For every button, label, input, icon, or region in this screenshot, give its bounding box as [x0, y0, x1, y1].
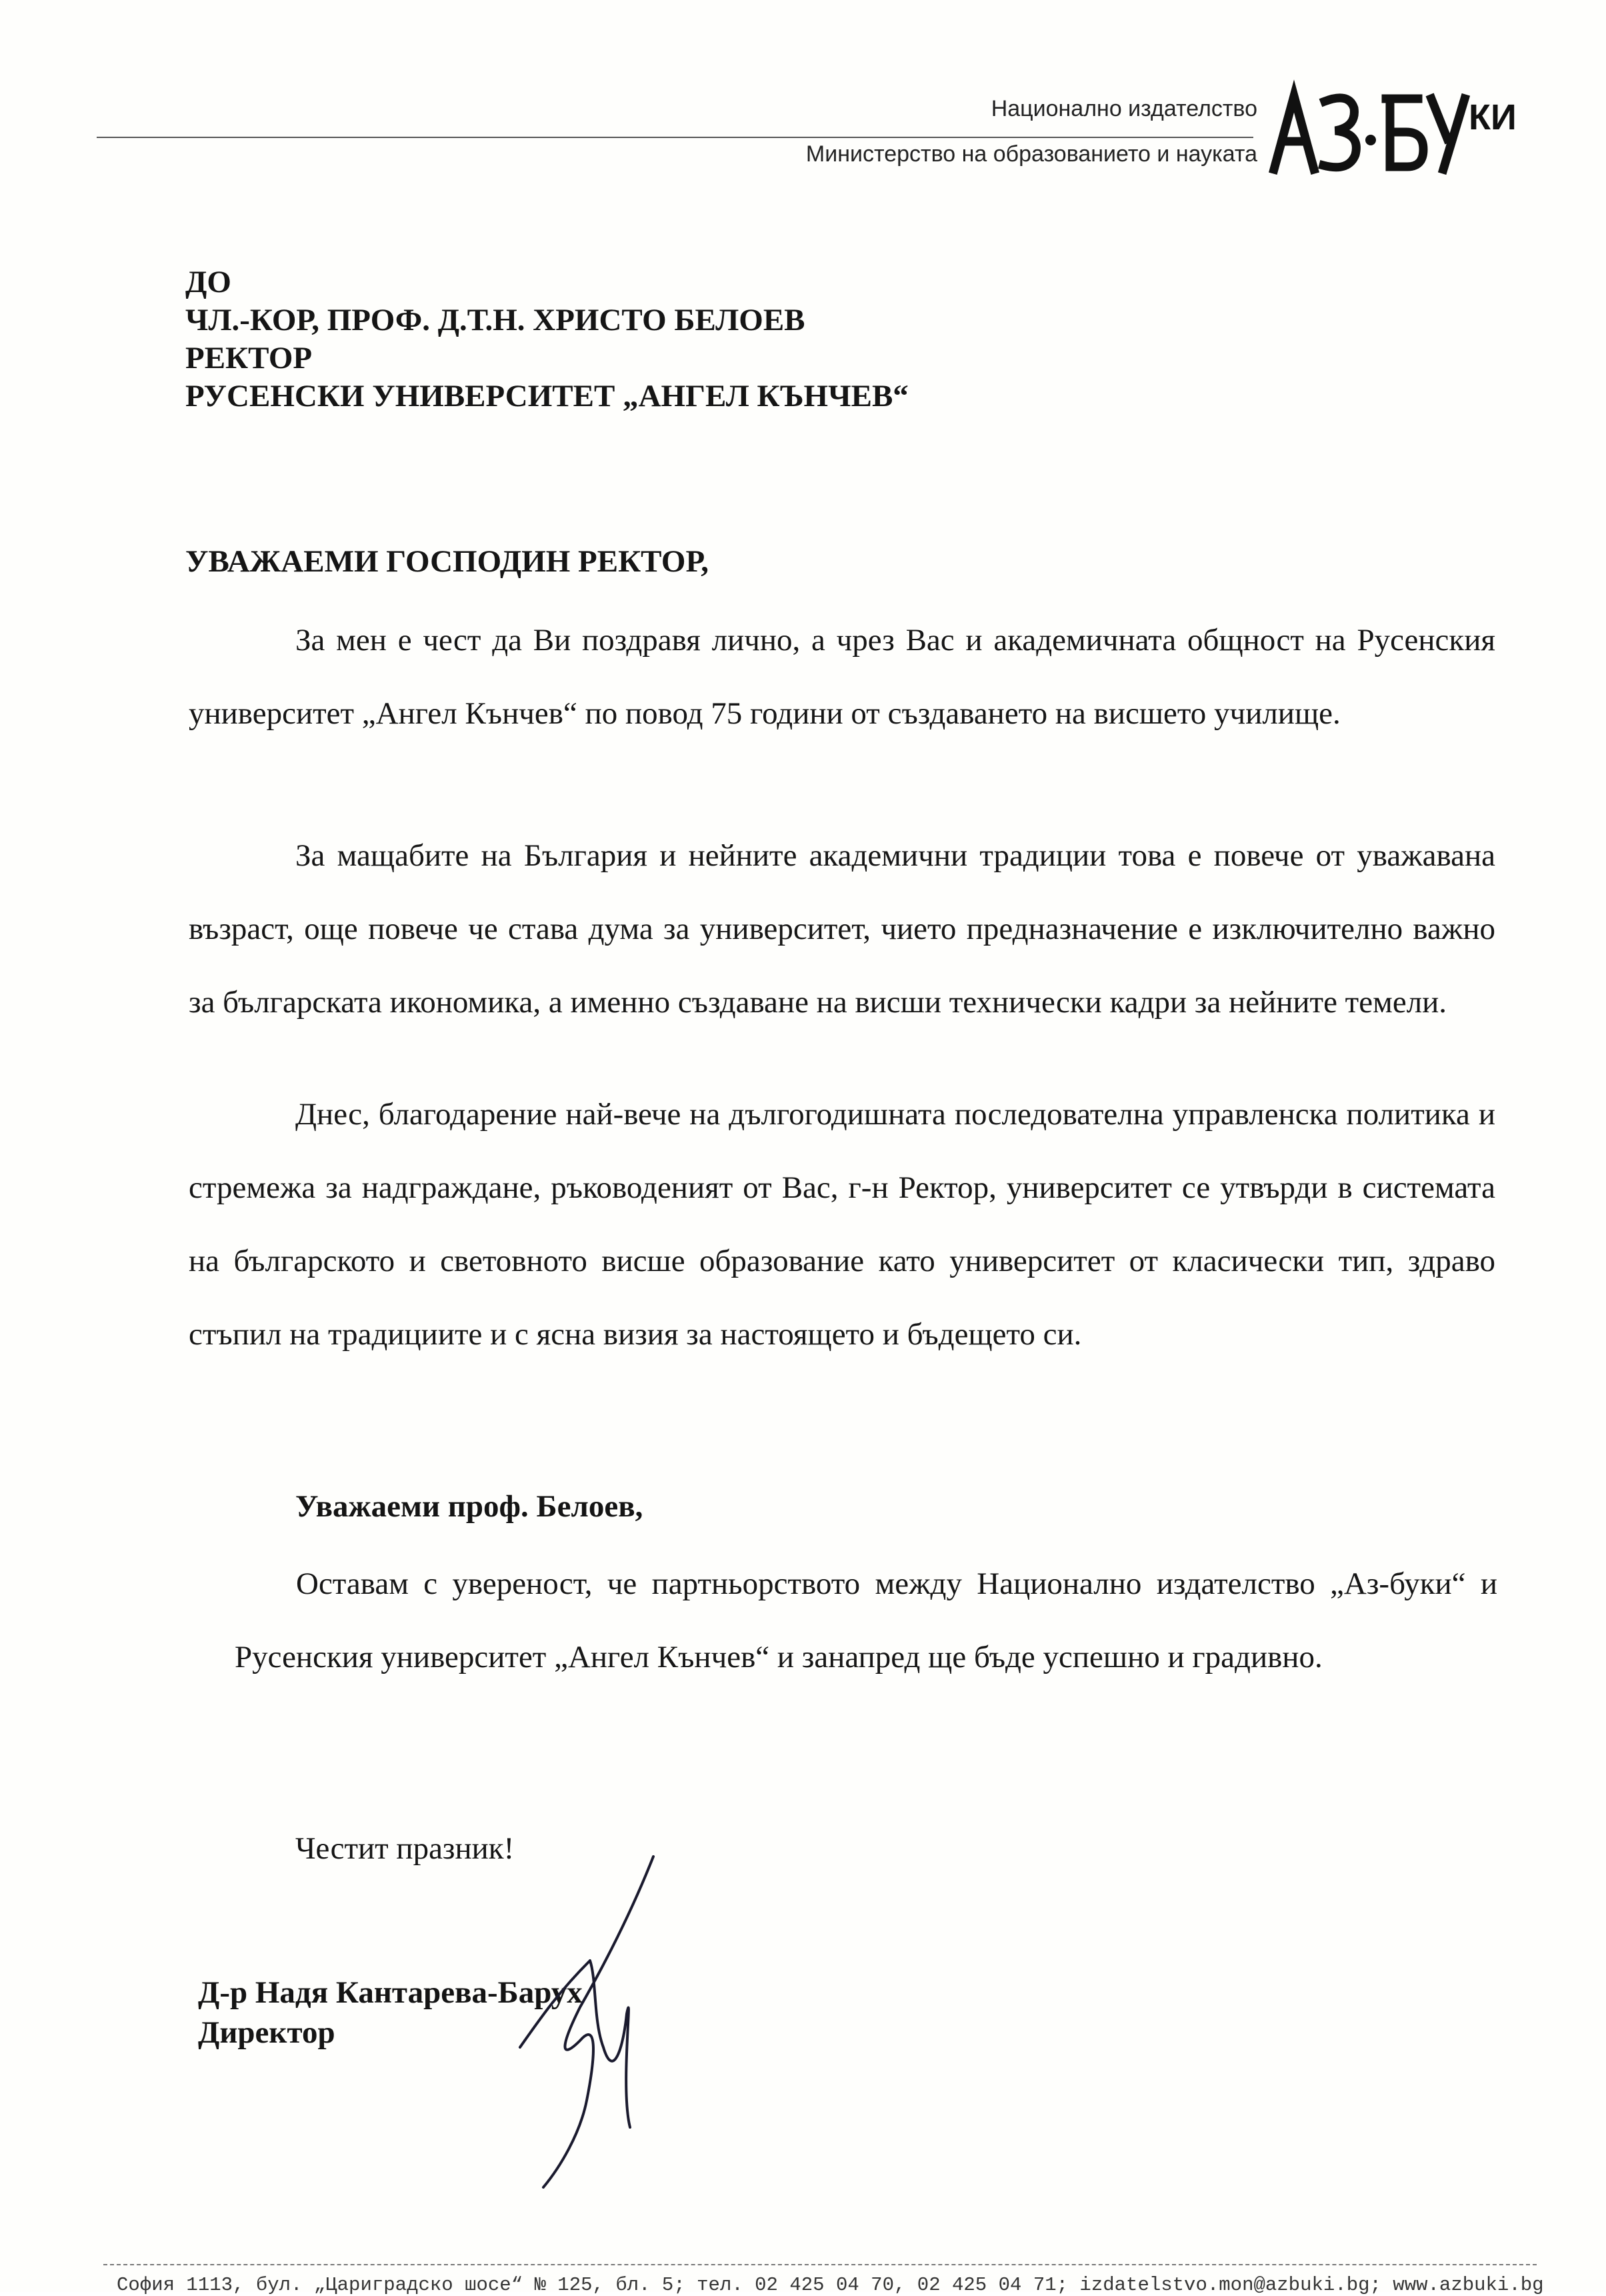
signatory-title: Директор: [198, 2015, 335, 2050]
svg-text:КИ: КИ: [1469, 97, 1517, 137]
addressee-block: [185, 263, 909, 415]
second-salutation: Уважаеми проф. Белоев,: [295, 1489, 643, 1524]
publisher-name: Национално издателство: [991, 96, 1257, 121]
body-paragraph-4: Оставам с увереност, че партньорството между Национално издателство „Аз-буки“ и Русенския университет „Ангел Кънчев“ и занапред ще бъде успешно и градивно.: [235, 1566, 1497, 1674]
letterhead-rule: [97, 137, 1253, 138]
addressee-name: ЧЛ.-КОР, ПРОФ. Д.Т.Н. ХРИСТО БЕЛОЕВ: [185, 303, 805, 337]
body-paragraph-2: За мащабите на България и нейните академични традиции това е повече от уважавана възраст, още повече че става дума за университет, чието предназначение е изключително важно за българската икономика, а именно създаване на висши технически кадри за нейните темели.: [189, 838, 1495, 1020]
addressee-institution: РУСЕНСКИ УНИВЕРСИТЕТ „АНГЕЛ КЪНЧЕВ“: [185, 379, 909, 413]
body-paragraph-3: Днес, благодарение най-вече на дългогодишната последователна управленска политика и стремежа за надграждане, ръководеният от Вас, г-н Ректор, университет се утвърди в системата на българското и световното висше образование като университет от класически тип, здраво стъпил на традициите и с ясна визия за настоящето и бъдещето си.: [189, 1097, 1495, 1352]
footer-rule: [103, 2264, 1537, 2265]
addressee-to: ДО: [185, 265, 231, 299]
body-paragraph-1: За мен е чест да Ви поздравя лично, а чрез Вас и академичната общност на Русенския университет „Ангел Кънчев“ по повод 75 години от създаването на висшето училище.: [189, 623, 1495, 731]
footer-contacts: София 1113, бул. „Цариградско шосе“ № 125, бл. 5; тел. 02 425 04 70, 02 425 04 71; izdatelstvo.mon@azbuki.bg; www.azbuki.bg: [117, 2274, 1544, 2296]
handwritten-signature: [480, 1847, 707, 2194]
addressee-position: РЕКТОР: [185, 341, 313, 375]
signatory-name: Д-р Надя Кантарева-Барух: [198, 1975, 583, 2010]
ministry-name: Министерство на образованието и науката: [805, 141, 1257, 167]
az-buki-logo: [1269, 88, 1517, 175]
salutation: УВАЖАЕМИ ГОСПОДИН РЕКТОР,: [185, 544, 709, 579]
closing-line: Честит празник!: [295, 1831, 515, 1866]
